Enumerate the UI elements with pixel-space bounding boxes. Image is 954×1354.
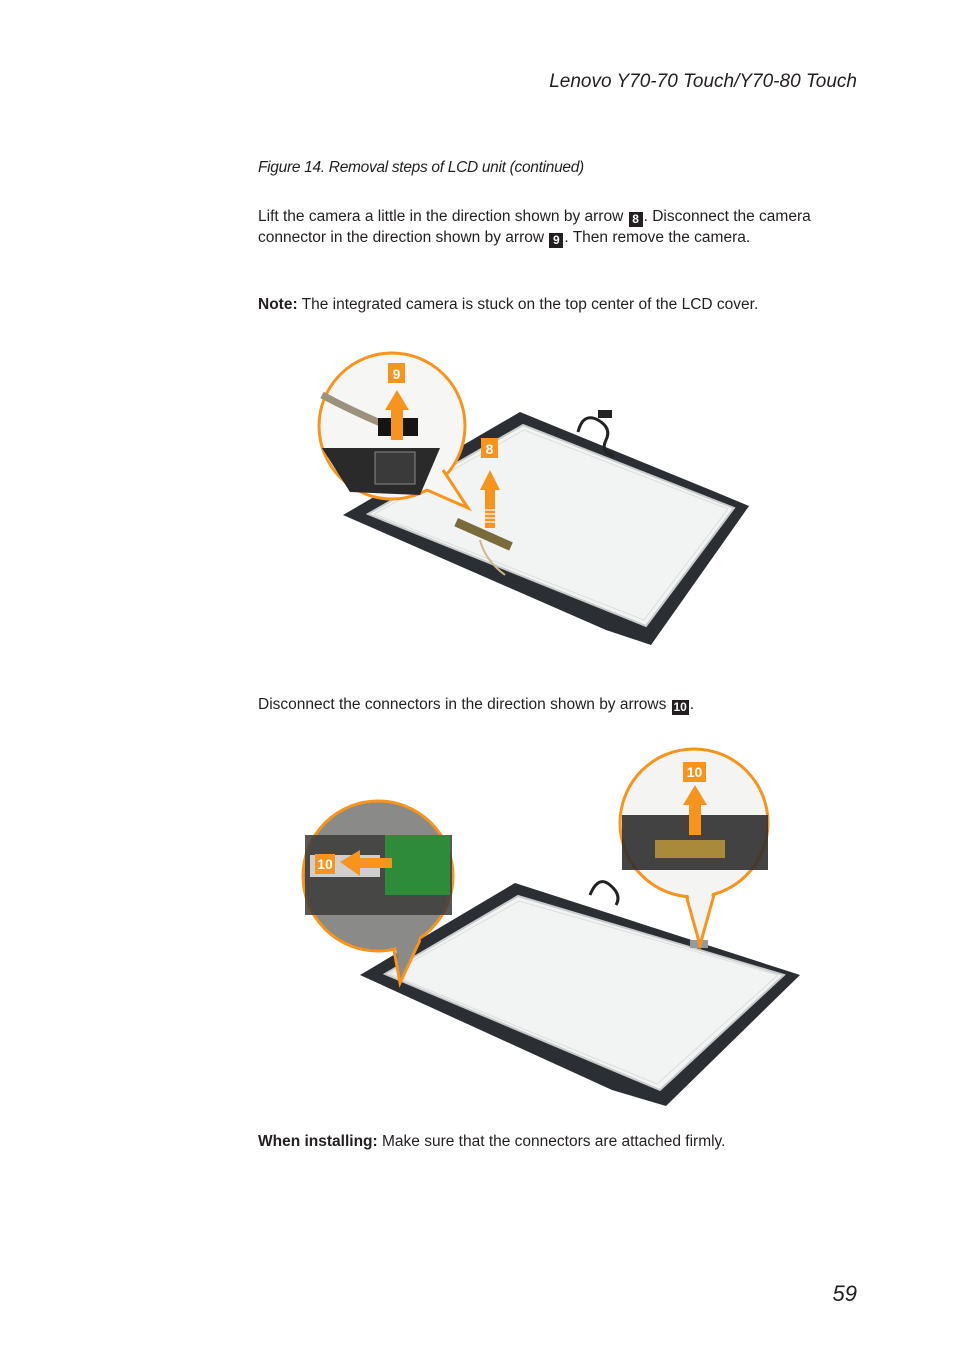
installing-label: When installing: bbox=[258, 1133, 378, 1150]
step2-end: . bbox=[689, 696, 694, 713]
callout-10-right-label: 10 bbox=[686, 764, 703, 780]
step-marker-9: 9 bbox=[549, 233, 563, 248]
step-text-part1: Lift the camera a little in the direction shown by arrow bbox=[258, 208, 628, 225]
step-marker-10: 10 bbox=[673, 700, 687, 714]
callout-8-label: 8 bbox=[485, 441, 494, 457]
note-text: The integrated camera is stuck on the top center of the LCD cover. bbox=[297, 296, 759, 313]
callout-9-label: 9 bbox=[392, 366, 401, 382]
step-text-part3: . Then remove the camera. bbox=[564, 228, 751, 246]
note-label: Note: bbox=[258, 296, 298, 313]
step-text-part2: . Disconnect the camera connector in the direction shown by arrow bbox=[258, 208, 811, 246]
flex-connector bbox=[655, 840, 725, 858]
installing-note bbox=[258, 1132, 818, 1153]
step2-text: Disconnect the connectors in the direction shown by arrows bbox=[258, 696, 671, 713]
green-connector-board bbox=[385, 835, 450, 895]
figure-caption: Figure 14. Removal steps of LCD unit (continued) bbox=[258, 159, 584, 176]
document-header: Lenovo Y70-70 Touch/Y70-80 Touch bbox=[549, 71, 857, 92]
installing-text: Make sure that the connectors are attached firmly. bbox=[377, 1133, 726, 1150]
page-number: 59 bbox=[832, 1281, 857, 1306]
step-marker-8: 8 bbox=[629, 212, 643, 227]
callout-10-left-label: 10 bbox=[317, 856, 333, 872]
